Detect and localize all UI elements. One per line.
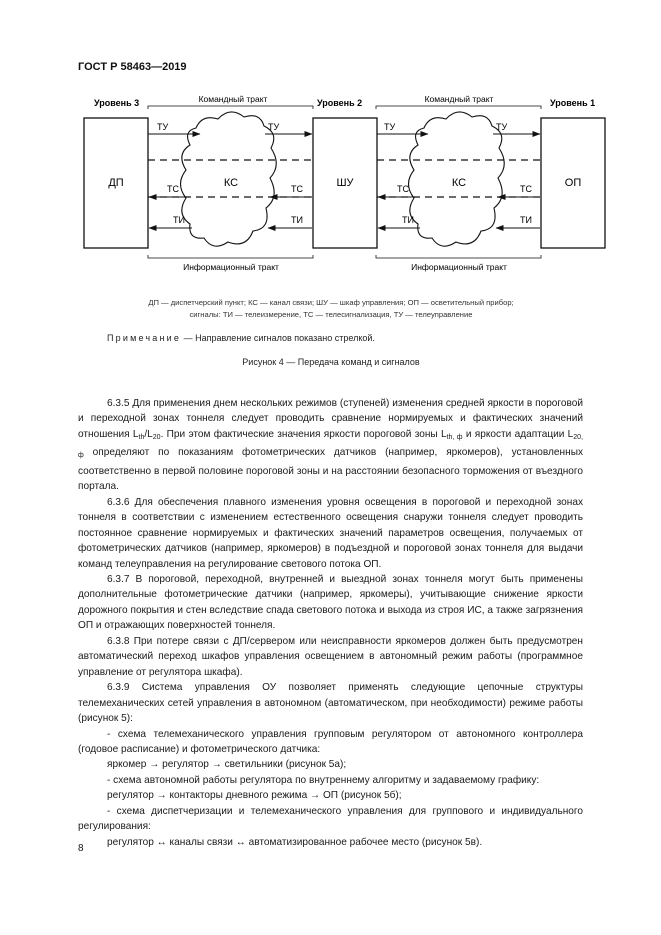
note-label: Примечание — [107, 333, 182, 343]
level-2-label: Уровень 2 — [317, 98, 363, 108]
legend-line-1: ДП — диспетчерский пункт; КС — канал связи; ШУ — шкаф управления; ОП — осветительный прибор; — [148, 298, 514, 307]
note-text: — Направление сигналов показано стрелкой. — [181, 333, 375, 343]
ts-label-2: ТС — [291, 184, 303, 194]
list-item-2: - схема автономной работы регулятора по внутреннему алгоритму и задаваемому графику: — [107, 774, 540, 786]
level-3-label: Уровень 3 — [94, 98, 140, 108]
ti-label-1: ТИ — [173, 215, 185, 225]
list-item-3: - схема диспетчеризации и телемеханического управления для группового и индивидуального регулирования: — [78, 805, 583, 833]
tu-label-3: ТУ — [384, 122, 396, 132]
ts-label-4: ТС — [520, 184, 532, 194]
command-bracket-left — [148, 106, 313, 109]
command-path-label-right: Командный тракт — [424, 94, 494, 104]
ks-label-right: КС — [451, 177, 467, 189]
command-bracket-right — [376, 106, 541, 109]
list-item-2-chain: регулятор → контакторы дневного режима → ОП (рисунок 5б); — [107, 790, 402, 802]
ti-label-2: ТИ — [291, 215, 303, 225]
command-path-label-left: Командный тракт — [198, 94, 268, 104]
legend-line-2: сигналы: ТИ — телеизмерение, ТС — телесигнализация, ТУ — телеуправление — [189, 310, 473, 319]
tu-label-2: ТУ — [268, 122, 280, 132]
ti-label-4: ТИ — [520, 215, 532, 225]
info-bracket-right — [376, 255, 541, 258]
paragraph-6-3-7: 6.3.7 В пороговой, переходной, внутренней и выездной зонах тоннеля могут быть применены дополнительные фотометрические датчики (например, яркомеры), учитывающие снижение яркости дорожного покрытия и стен вследствие спада светового потока и выхода из строя ИС, а также загрязнения ОП и отражающих поверхностей тоннеля. — [78, 573, 583, 632]
info-path-label-right: Информационный тракт — [411, 262, 507, 272]
paragraph-6-3-6: 6.3.6 Для обеспечения плавного изменения уровня освещения в пороговой и переходной зонах тоннеля в соответствии с изменением естественного освещения снаружи тоннеля следует проводить постоянное сравнение нормируемых и фактических значений параметров освещения, получаемых от фотометрических датчиков (например, яркомеров) в подъездной и пороговой зонах тоннеля для выдачи команд телеуправления на регулирование светового потока ОП. — [78, 496, 583, 570]
dp-label: ДП — [108, 177, 124, 189]
op-label: ОП — [564, 177, 582, 189]
signal-diagram — [0, 0, 661, 330]
ks-label-left: КС — [223, 177, 239, 189]
body-text — [78, 396, 583, 850]
list-item-1: - схема телемеханического управления групповым регулятором от автономного контроллера (годовое расписание) и фотометрического датчика: — [78, 728, 583, 755]
info-bracket-left — [148, 255, 313, 258]
paragraph-6-3-9: 6.3.9 Система управления ОУ позволяет применять следующие цепочные структуры телемеханических сетей управления в автономном (автоматическом, при необходимости) режиме работы (рисунок 5): — [78, 682, 583, 725]
page-number: 8 — [78, 843, 84, 854]
level-1-label: Уровень 1 — [550, 98, 596, 108]
list-item-1-chain: яркомер → регулятор → светильники (рисунок 5а); — [107, 759, 347, 771]
info-path-label-left: Информационный тракт — [183, 262, 279, 272]
figure-note — [107, 333, 375, 343]
ti-label-3: ТИ — [402, 215, 414, 225]
tu-label-1: ТУ — [157, 122, 169, 132]
tu-label-4: ТУ — [496, 122, 508, 132]
paragraph-6-3-8: 6.3.8 При потере связи с ДП/сервером или неисправности яркомеров должен быть предусмотрен автоматический переход шкафов управления освещением в автономный режим работы (программное управление от регулятора шкафа). — [78, 635, 583, 678]
list-item-3-chain: регулятор ↔ каналы связи ↔ автоматизированное рабочее место (рисунок 5в). — [107, 836, 483, 848]
document-header: ГОСТ Р 58463—2019 — [78, 61, 187, 73]
figure-caption: Рисунок 4 — Передача команд и сигналов — [242, 357, 420, 367]
paragraph-6-3-5: 6.3.5 Для применения днем нескольких режимов (ступеней) изменения средней яркости в пороговой и переходной зонах тоннеля следует проводить сравнение нормируемых и фактических значений отношения $L_{th}/L_{20}$. При этом фактические значения яркости пороговой зоны $L_{th, ф}$ и яркости адаптации $L_{20, ф}$ определяют по показаниям фотометрических датчиков (например, яркомеров), установленных соответственно в первой половине пороговой зоны и на расстоянии безопасного торможения от въездного портала. — [78, 398, 584, 493]
ts-label-3: ТС — [397, 184, 409, 194]
shu-label: ШУ — [336, 177, 354, 189]
ts-label-1: ТС — [167, 184, 179, 194]
